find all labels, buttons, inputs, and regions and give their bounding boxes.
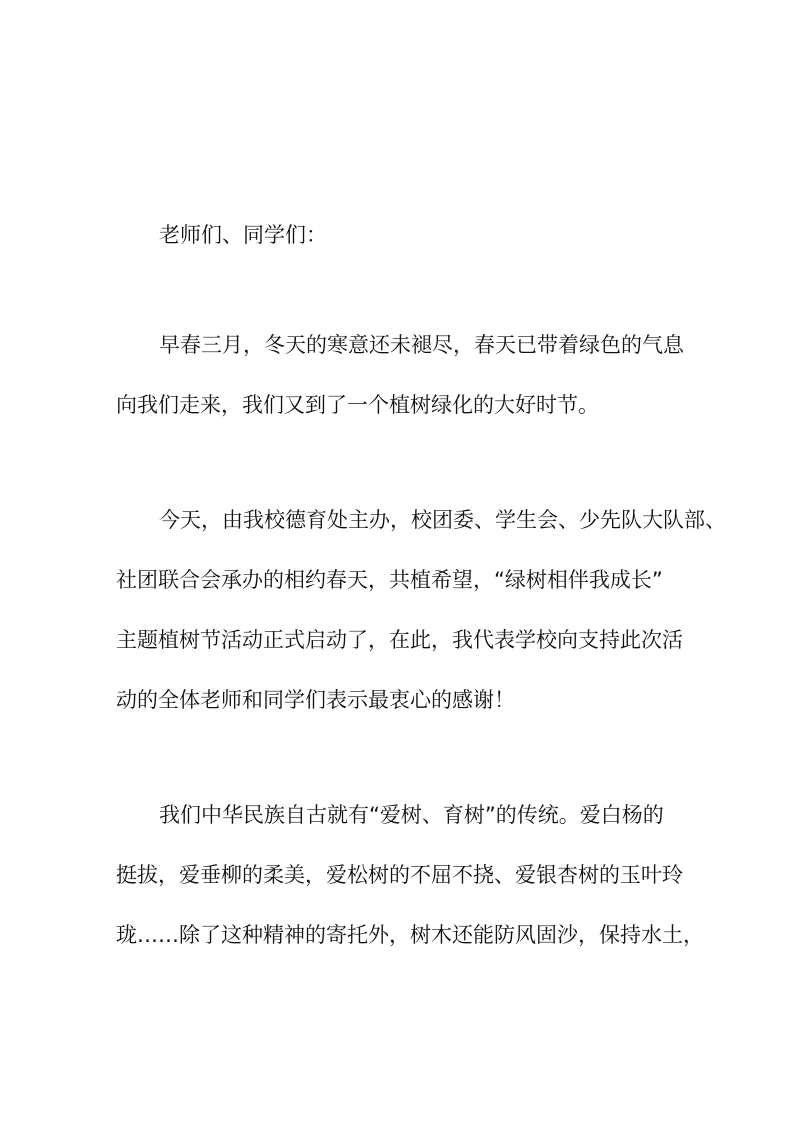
paragraph-2-line-1: 今天，由我校德育处主办，校团委、学生会、少先队大队部、: [159, 508, 726, 532]
greeting: 老师们、同学们：: [159, 223, 327, 247]
paragraph-2-line-3: 主题植树节活动正式启动了，在此，我代表学校向支持此次活: [116, 628, 683, 652]
paragraph-1-line-1: 早春三月，冬天的寒意还未褪尽，春天已带着绿色的气息: [159, 333, 684, 357]
paragraph-2-line-4: 动的全体老师和同学们表示最衷心的感谢！: [116, 688, 515, 712]
paragraph-3-line-3: 珑……除了这种精神的寄托外，树木还能防风固沙，保持水土，: [116, 923, 704, 947]
paragraph-1-line-2: 向我们走来，我们又到了一个植树绿化的大好时节。: [116, 393, 599, 417]
paragraph-2-line-2: 社团联合会承办的相约春天，共植希望，“绿树相伴我成长”: [116, 568, 663, 592]
paragraph-3-line-2: 挺拔，爱垂柳的柔美，爱松树的不屈不挠、爱银杏树的玉叶玲: [116, 863, 683, 887]
paragraph-3-line-1: 我们中华民族自古就有“爱树、育树”的传统。爱白杨的: [159, 803, 664, 827]
